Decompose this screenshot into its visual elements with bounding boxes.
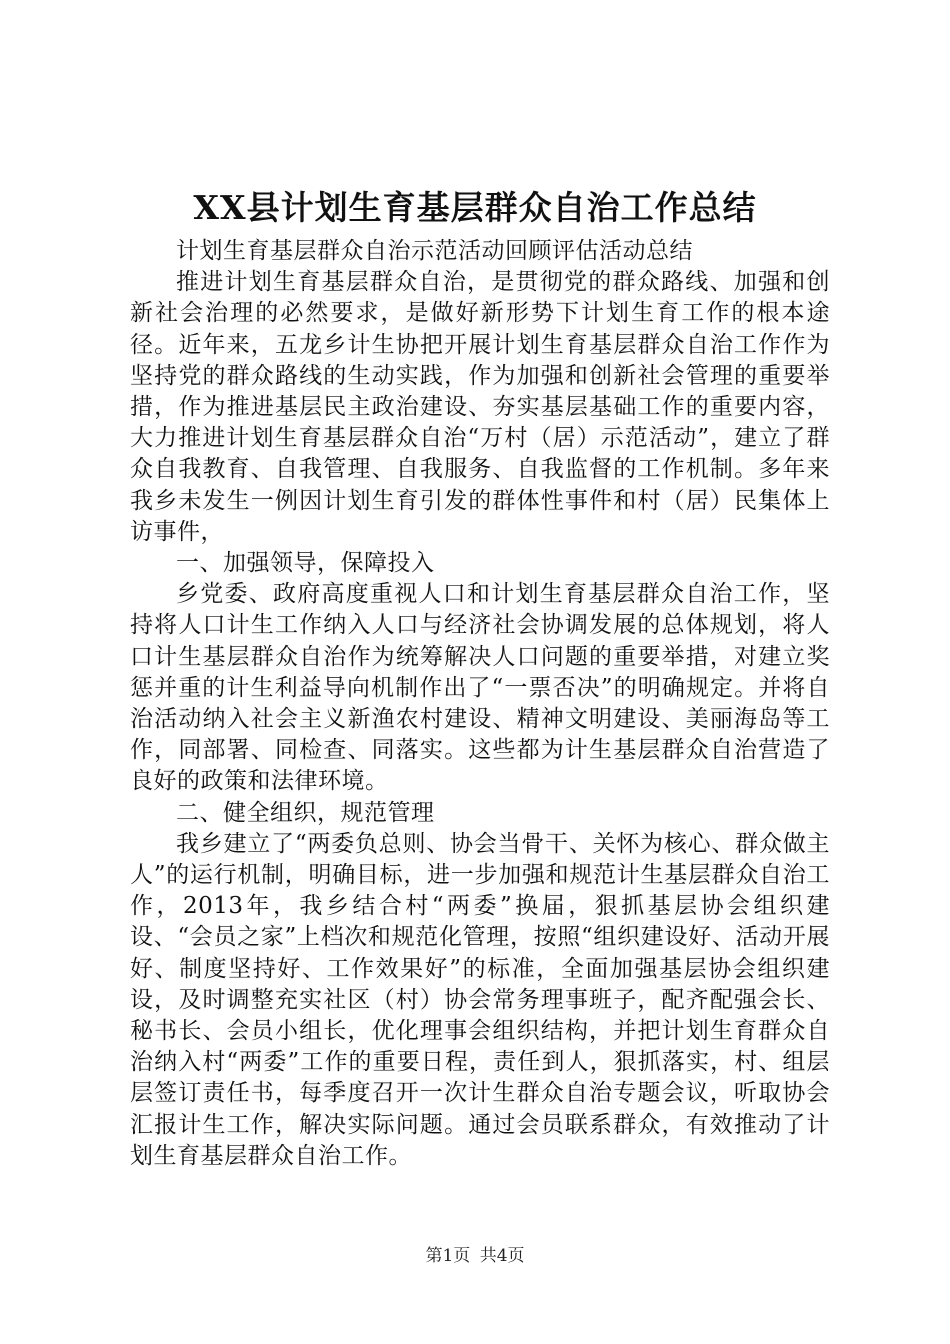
section-heading-2: 二、健全组织，规范管理 <box>176 799 435 826</box>
paragraph-section-2: 我乡建立了“两委负总则、协会当骨干、关怀为核心、群众做主人”的运行机制，明确目标，进一步加强和规范计生基层群众自治工作，2013年，我乡结合村“两委”换届，狠抓基层协会组织建设、“会员之家”上档次和规范化管理，按照“组织建设好、活动开展好、制度坚持好、工作效果好”的标准，全面加强基层协会组织建设，及时调整充实社区（村）协会常务理事班子，配齐配强会长、秘书长、会员小组长，优化理事会组织结构，并把计划生育群众自治纳入村“两委”工作的重要日程，责任到人，狠抓落实，村、组层层签订责任书，每季度召开一次计生群众自治专题会议，听取协会汇报计生工作，解决实际问题。通过会员联系群众，有效推动了计划生育基层群众自治工作。 <box>130 830 830 1169</box>
document-body <box>130 236 830 1172</box>
document-title: XX县计划生育基层群众自治工作总结 <box>193 188 757 227</box>
page-number: 第1页 <box>425 1246 471 1266</box>
page-total: 共4页 <box>479 1246 525 1266</box>
paragraph-section-1: 乡党委、政府高度重视人口和计划生育基层群众自治工作，坚持将人口计生工作纳入人口与经济社会协调发展的总体规划，将人口计生基层群众自治作为统筹解决人口问题的重要举措，对建立奖惩并重的计生利益导向机制作出了“一票否决”的明确规定。并将自治活动纳入社会主义新渔农村建设、精神文明建设、美丽海岛等工作，同部署、同检查、同落实。这些都为计生基层群众自治营造了良好的政策和法律环境。 <box>130 581 830 795</box>
subtitle-line: 计划生育基层群众自治示范活动回顾评估活动总结 <box>176 238 693 264</box>
section-heading-1: 一、加强领导，保障投入 <box>176 550 435 577</box>
page-footer <box>0 1241 950 1266</box>
paragraph-intro: 推进计划生育基层群众自治，是贯彻党的群众路线、加强和创新社会治理的必然要求，是做好新形势下计划生育工作的根本途径。近年来，五龙乡计生协把开展计划生育基层群众自治工作作为坚持党的群众路线的生动实践，作为加强和创新社会管理的重要举措，作为推进基层民主政治建设、夯实基层基础工作的重要内容，大力推进计划生育基层群众自治“万村（居）示范活动”，建立了群众自我教育、自我管理、自我服务、自我监督的工作机制。多年来我乡未发生一例因计划生育引发的群体性事件和村（居）民集体上访事件， <box>130 269 830 545</box>
